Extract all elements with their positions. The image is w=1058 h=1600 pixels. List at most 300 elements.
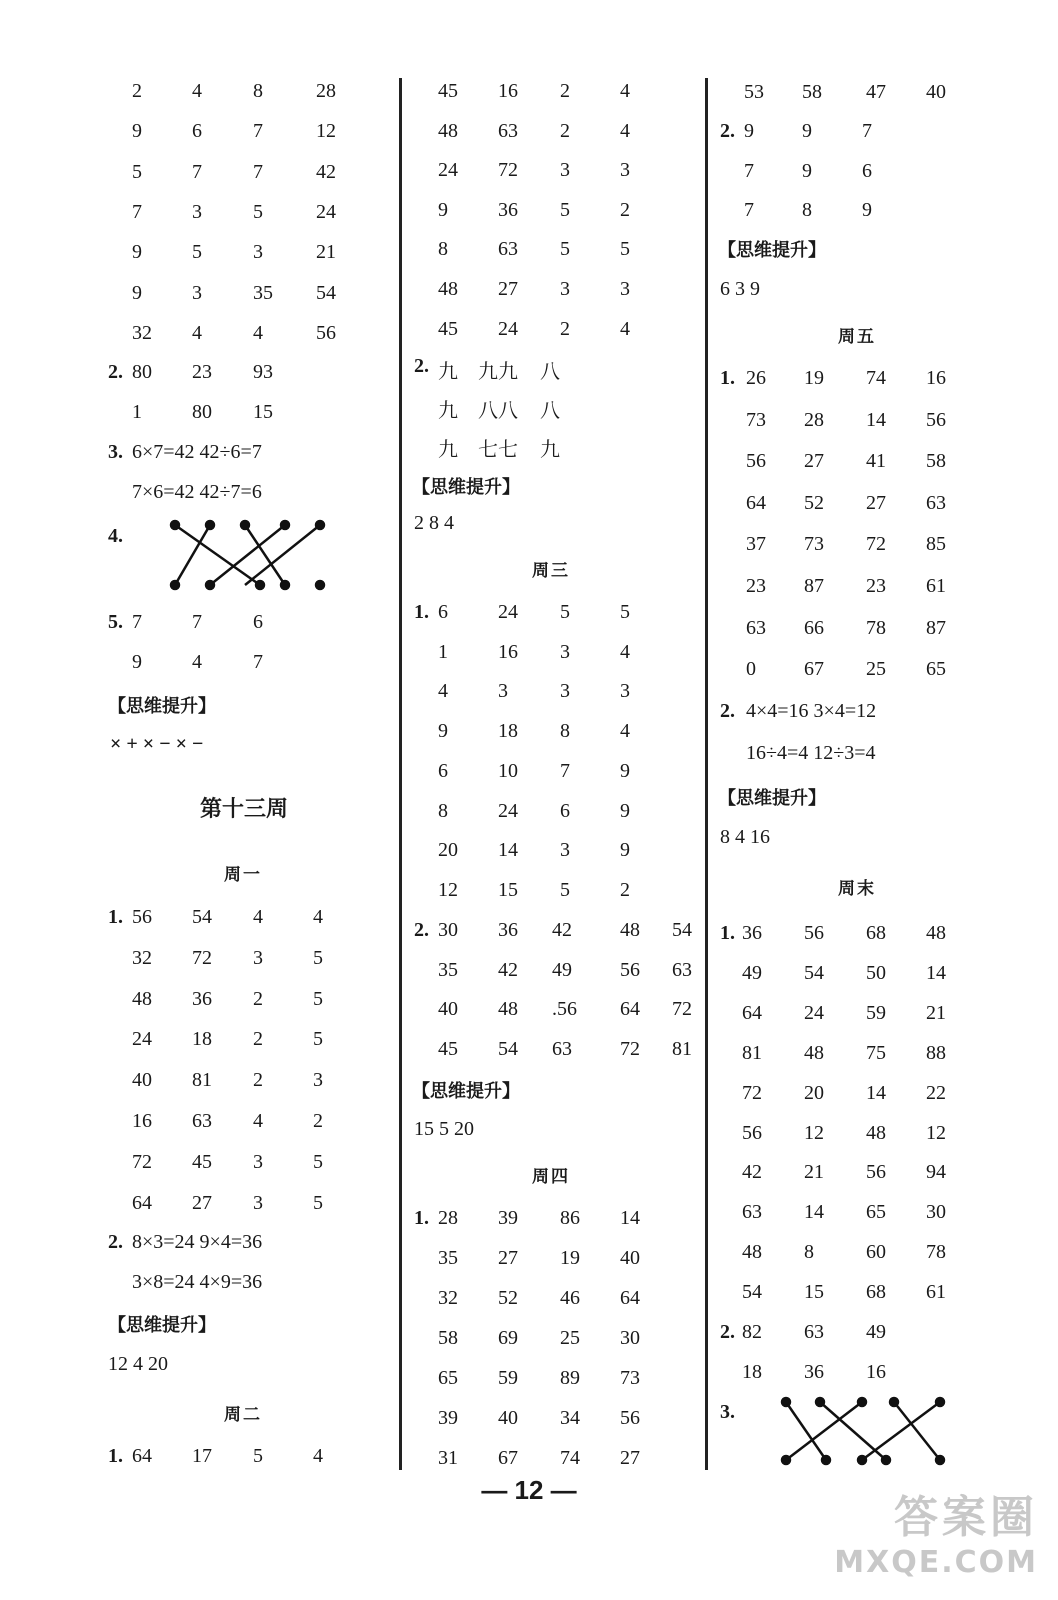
- answer-value: 28: [316, 80, 336, 102]
- column-divider-1: [399, 78, 402, 1470]
- answer-value: 27: [498, 278, 518, 300]
- answer-value: 12: [316, 120, 336, 143]
- answer-value: 1: [438, 640, 448, 663]
- answer-value: 7: [132, 611, 142, 633]
- matching-lines-diagram: [160, 515, 340, 595]
- equation-line: 16÷4=4 12÷3=4: [746, 742, 876, 764]
- question-number: 1.: [720, 922, 735, 944]
- answer-value: 3: [253, 1150, 263, 1173]
- answer-value: 5: [192, 241, 202, 264]
- answer-value: 30: [620, 1327, 640, 1349]
- answer-value: 36: [498, 919, 518, 941]
- answer-value: 56: [926, 408, 946, 431]
- answer-value: 28: [438, 1207, 458, 1229]
- answer-value: 74: [866, 367, 886, 389]
- answer-value: 64: [132, 1445, 152, 1467]
- answer-value: 35: [438, 958, 458, 981]
- answer-value: 5: [560, 601, 570, 623]
- answer-value: 40: [132, 1069, 152, 1092]
- answer-value: 48: [438, 119, 458, 142]
- answer-value: 72: [742, 1081, 762, 1104]
- answer-value: 4: [192, 80, 202, 102]
- answer-value: 9: [132, 120, 142, 143]
- answer-value: 14: [866, 408, 886, 431]
- answer-value: 3: [620, 159, 630, 182]
- answer-value: 64: [746, 491, 766, 514]
- answer-value: 5: [560, 198, 570, 221]
- answer-value: 14: [804, 1201, 824, 1224]
- answer-value: 23: [866, 575, 886, 597]
- answer-column-1: [0, 0, 398, 1480]
- answer-value: 49: [866, 1321, 886, 1343]
- answer-value: 56: [316, 321, 336, 344]
- answer-value: 2: [620, 878, 630, 901]
- answer-value: 17: [192, 1445, 212, 1467]
- answer-value: 八: [540, 400, 560, 422]
- question-number: 3.: [720, 1401, 735, 1423]
- answer-value: 7: [253, 120, 263, 143]
- answer-value: 16: [866, 1361, 886, 1383]
- answer-value: 52: [804, 491, 824, 514]
- answer-value: 63: [804, 1321, 824, 1343]
- answer-value: 45: [192, 1150, 212, 1173]
- thinking-section-label: 【思维提升】: [718, 240, 826, 261]
- answer-value: 9: [620, 799, 630, 822]
- answer-value: 19: [804, 367, 824, 389]
- answer-value: 2: [560, 80, 570, 102]
- thinking-answer: 6 3 9: [720, 278, 760, 300]
- answer-value: 9: [438, 198, 448, 221]
- answer-value: 65: [866, 1201, 886, 1224]
- answer-value: 81: [672, 1038, 692, 1061]
- answer-value: 63: [552, 1038, 572, 1061]
- answer-value: 8: [560, 720, 570, 743]
- answer-value: 52: [498, 1287, 518, 1309]
- answer-value: 54: [672, 919, 692, 941]
- answer-value: 72: [132, 1150, 152, 1173]
- answer-value: 9: [132, 651, 142, 673]
- answer-value: 72: [672, 998, 692, 1021]
- answer-value: 85: [926, 533, 946, 556]
- answer-value: 34: [560, 1407, 580, 1429]
- answer-value: 6: [862, 159, 872, 182]
- answer-value: 42: [316, 160, 336, 183]
- answer-value: 2: [253, 1069, 263, 1092]
- answer-value: 64: [620, 998, 640, 1021]
- answer-value: 40: [498, 1407, 518, 1429]
- answer-value: 3: [498, 680, 508, 703]
- answer-value: 21: [926, 1001, 946, 1024]
- answer-value: 7: [192, 160, 202, 183]
- answer-value: 28: [804, 408, 824, 431]
- answer-value: 8: [438, 238, 448, 261]
- thinking-section-label: 【思维提升】: [718, 788, 826, 809]
- answer-value: 65: [438, 1367, 458, 1389]
- watermark-text: 答案圈: [894, 1492, 1038, 1543]
- answer-value: 8: [802, 199, 812, 221]
- answer-value: 47: [866, 81, 886, 103]
- equation-line: 7×6=42 42÷7=6: [132, 481, 262, 503]
- answer-value: 4: [192, 321, 202, 344]
- answer-value: 25: [866, 658, 886, 681]
- answer-value: 7: [744, 199, 754, 221]
- answer-value: 2: [253, 987, 263, 1010]
- answer-value: 54: [742, 1281, 762, 1304]
- answer-value: 56: [620, 958, 640, 981]
- answer-value: 73: [746, 408, 766, 431]
- answer-value: 36: [742, 922, 762, 944]
- answer-value: 65: [926, 658, 946, 681]
- answer-value: 22: [926, 1081, 946, 1104]
- day-title-wednesday: 周三: [532, 561, 570, 581]
- answer-value: 53: [744, 81, 764, 103]
- answer-value: 4: [620, 317, 630, 340]
- answer-value: 3: [313, 1069, 323, 1092]
- answer-value: 5: [560, 238, 570, 261]
- answer-value: 24: [804, 1001, 824, 1024]
- answer-value: 45: [438, 1038, 458, 1061]
- answer-value: 69: [498, 1327, 518, 1349]
- answer-value: 5: [313, 1191, 323, 1214]
- answer-value: 8: [438, 799, 448, 822]
- answer-value: 80: [132, 361, 152, 383]
- answer-value: 8: [804, 1241, 814, 1264]
- answer-value: 7: [192, 611, 202, 633]
- answer-value: 8: [253, 80, 263, 102]
- answer-value: 68: [866, 922, 886, 944]
- operator-answers: × + × − × −: [110, 733, 204, 755]
- answer-value: 3: [560, 839, 570, 862]
- answer-value: 2: [253, 1028, 263, 1051]
- answer-value: 9: [620, 759, 630, 782]
- equation-line: 8×3=24 9×4=36: [132, 1231, 263, 1253]
- answer-value: 12: [438, 878, 458, 901]
- answer-value: 94: [926, 1161, 946, 1184]
- answer-value: 3: [560, 680, 570, 703]
- answer-value: 30: [438, 919, 458, 941]
- day-title-thursday: 周四: [532, 1167, 570, 1187]
- answer-value: 9: [132, 241, 142, 264]
- answer-value: 40: [926, 81, 946, 103]
- answer-value: 3: [253, 946, 263, 969]
- answer-value: 6: [438, 601, 448, 623]
- answer-value: 50: [866, 961, 886, 984]
- answer-value: 24: [498, 799, 518, 822]
- answer-value: 32: [132, 946, 152, 969]
- answer-value: 27: [192, 1191, 212, 1214]
- answer-value: 78: [866, 616, 886, 639]
- question-number: 1.: [108, 1445, 123, 1467]
- answer-value: 24: [438, 159, 458, 182]
- answer-value: 6: [560, 799, 570, 822]
- answer-value: 48: [620, 919, 640, 941]
- answer-value: 24: [498, 601, 518, 623]
- answer-value: 49: [552, 958, 572, 981]
- answer-value: 72: [192, 946, 212, 969]
- question-number: 2.: [720, 120, 735, 142]
- answer-value: 59: [866, 1001, 886, 1024]
- answer-value: 3: [560, 159, 570, 182]
- answer-value: 49: [742, 961, 762, 984]
- answer-value: 七七: [478, 439, 518, 461]
- thinking-answer: 2 8 4: [414, 512, 454, 534]
- answer-value: 4: [313, 1445, 323, 1467]
- answer-value: 72: [866, 533, 886, 556]
- answer-value: 82: [742, 1321, 762, 1343]
- answer-value: 63: [498, 119, 518, 142]
- question-number: 5.: [108, 611, 123, 633]
- day-title-tuesday: 周二: [224, 1405, 262, 1425]
- question-number: 3.: [108, 441, 123, 463]
- answer-value: 64: [742, 1001, 762, 1024]
- matching-lines-diagram: [774, 1392, 954, 1472]
- answer-value: 26: [746, 367, 766, 389]
- answer-value: 39: [438, 1407, 458, 1429]
- answer-value: 87: [926, 616, 946, 639]
- answer-value: 16: [926, 367, 946, 389]
- answer-value: 2: [560, 317, 570, 340]
- answer-value: 56: [742, 1121, 762, 1144]
- answer-value: 67: [498, 1447, 518, 1469]
- answer-value: 5: [620, 601, 630, 623]
- answer-value: 86: [560, 1207, 580, 1229]
- answer-value: 3: [620, 278, 630, 300]
- answer-value: 12: [926, 1121, 946, 1144]
- answer-value: 35: [438, 1247, 458, 1269]
- answer-value: 45: [438, 80, 458, 102]
- answer-value: 9: [862, 199, 872, 221]
- answer-column-3: [710, 0, 1058, 1480]
- answer-value: 72: [620, 1038, 640, 1061]
- answer-value: 61: [926, 1281, 946, 1304]
- thinking-section-label: 【思维提升】: [108, 1315, 216, 1336]
- answer-value: 5: [313, 1150, 323, 1173]
- answer-value: 21: [804, 1161, 824, 1184]
- answer-value: 48: [132, 987, 152, 1010]
- day-title-friday: 周五: [838, 327, 876, 347]
- answer-value: 60: [866, 1241, 886, 1264]
- answer-value: 九: [438, 400, 458, 422]
- question-number: 4.: [108, 525, 123, 547]
- answer-value: 9: [744, 120, 754, 142]
- watermark-logo: [834, 1481, 1038, 1580]
- answer-value: 20: [804, 1081, 824, 1104]
- answer-value: 4: [620, 640, 630, 663]
- thinking-section-label: 【思维提升】: [412, 1081, 520, 1102]
- watermark-url: MXQE.COM: [834, 1545, 1038, 1580]
- answer-value: 58: [438, 1327, 458, 1349]
- answer-value: 15: [804, 1281, 824, 1304]
- answer-value: 32: [438, 1287, 458, 1309]
- answer-value: 78: [926, 1241, 946, 1264]
- answer-value: 5: [313, 946, 323, 969]
- answer-value: 48: [926, 922, 946, 944]
- answer-value: 58: [802, 81, 822, 103]
- answer-value: 54: [498, 1038, 518, 1061]
- answer-value: 9: [802, 159, 812, 182]
- answer-value: 81: [192, 1069, 212, 1092]
- answer-value: 73: [620, 1367, 640, 1389]
- page-number: — 12 —: [481, 1475, 577, 1505]
- answer-value: 66: [804, 616, 824, 639]
- question-number: 2.: [414, 919, 429, 941]
- answer-value: 3: [192, 200, 202, 223]
- answer-value: 56: [746, 450, 766, 473]
- thinking-answer: 15 5 20: [414, 1118, 474, 1140]
- answer-value: 八: [540, 361, 560, 383]
- answer-column-2: [404, 0, 706, 1480]
- answer-value: 23: [746, 575, 766, 597]
- answer-value: 4: [620, 720, 630, 743]
- equation-line: 4×4=16 3×4=12: [746, 700, 877, 722]
- answer-value: 42: [498, 958, 518, 981]
- question-number: 1.: [414, 601, 429, 623]
- answer-value: 7: [132, 200, 142, 223]
- answer-value: 4: [253, 1110, 263, 1132]
- answer-value: 4: [253, 906, 263, 928]
- answer-value: 36: [498, 198, 518, 221]
- answer-value: 73: [804, 533, 824, 556]
- answer-value: 87: [804, 575, 824, 597]
- answer-value: 2: [313, 1110, 323, 1132]
- answer-value: 89: [560, 1367, 580, 1389]
- answer-value: 48: [438, 278, 458, 300]
- answer-value: 88: [926, 1041, 946, 1064]
- answer-value: 68: [866, 1281, 886, 1304]
- answer-value: 16: [498, 640, 518, 663]
- answer-value: 4: [192, 651, 202, 673]
- answer-value: 56: [132, 906, 152, 928]
- answer-value: 14: [926, 961, 946, 984]
- equation-line: 3×8=24 4×9=36: [132, 1271, 263, 1293]
- question-number: 2.: [414, 355, 429, 377]
- answer-value: 4: [313, 906, 323, 928]
- answer-value: 61: [926, 575, 946, 597]
- answer-value: 4: [620, 80, 630, 102]
- answer-value: 93: [253, 361, 273, 383]
- answer-value: 3: [253, 1191, 263, 1214]
- answer-value: 14: [498, 839, 518, 862]
- answer-value: 27: [804, 450, 824, 473]
- answer-value: 7: [560, 759, 570, 782]
- answer-value: 5: [132, 160, 142, 183]
- thinking-answer: 12 4 20: [108, 1353, 168, 1375]
- week-title: 第十三周: [200, 796, 289, 822]
- answer-value: 9: [438, 720, 448, 743]
- answer-value: 63: [498, 238, 518, 261]
- answer-value: 64: [132, 1191, 152, 1214]
- answer-value: 63: [672, 958, 692, 981]
- answer-value: 41: [866, 450, 886, 473]
- answer-value: 16: [498, 80, 518, 102]
- answer-value: 5: [560, 878, 570, 901]
- answer-value: 63: [926, 491, 946, 514]
- answer-value: 14: [866, 1081, 886, 1104]
- answer-value: 7: [253, 160, 263, 183]
- answer-value: 16: [132, 1110, 152, 1132]
- answer-value: 14: [620, 1207, 640, 1229]
- answer-value: 67: [804, 658, 824, 681]
- answer-value: 10: [498, 759, 518, 782]
- thinking-section-label: 【思维提升】: [412, 477, 520, 498]
- question-number: 2.: [720, 1321, 735, 1343]
- answer-value: 6: [253, 611, 263, 633]
- answer-value: 63: [742, 1201, 762, 1224]
- answer-value: 3: [560, 640, 570, 663]
- answer-value: 九: [438, 439, 458, 461]
- answer-value: 56: [804, 922, 824, 944]
- answer-value: 27: [620, 1447, 640, 1469]
- answer-value: 3: [253, 241, 263, 264]
- answer-value: .56: [552, 998, 577, 1021]
- answer-value: 2: [132, 80, 142, 102]
- answer-value: 48: [742, 1241, 762, 1264]
- answer-value: 12: [804, 1121, 824, 1144]
- answer-value: 6: [192, 120, 202, 143]
- answer-value: 42: [742, 1161, 762, 1184]
- answer-value: 56: [620, 1407, 640, 1429]
- answer-value: 4: [253, 321, 263, 344]
- answer-value: 39: [498, 1207, 518, 1229]
- answer-value: 0: [746, 658, 756, 681]
- answer-value: 25: [560, 1327, 580, 1349]
- question-number: 1.: [108, 906, 123, 928]
- answer-value: 3: [192, 281, 202, 304]
- answer-value: 4: [620, 119, 630, 142]
- answer-value: 63: [192, 1110, 212, 1132]
- answer-value: 2: [560, 119, 570, 142]
- answer-value: 54: [192, 906, 212, 928]
- answer-value: 35: [253, 281, 273, 304]
- answer-value: 八八: [478, 400, 518, 422]
- answer-value: 5: [313, 987, 323, 1010]
- answer-value: 30: [926, 1201, 946, 1224]
- answer-value: 32: [132, 321, 152, 344]
- answer-value: 15: [253, 401, 273, 423]
- answer-value: 40: [438, 998, 458, 1021]
- answer-value: 9: [620, 839, 630, 862]
- question-number: 2.: [108, 1231, 123, 1253]
- answer-value: 5: [253, 200, 263, 223]
- answer-value: 81: [742, 1041, 762, 1064]
- answer-value: 九九: [478, 361, 518, 383]
- answer-value: 6: [438, 759, 448, 782]
- answer-value: 5: [313, 1028, 323, 1051]
- answer-value: 九: [540, 439, 560, 461]
- thinking-section-label: 【思维提升】: [108, 696, 216, 717]
- answer-value: 7: [744, 159, 754, 182]
- answer-value: 24: [498, 317, 518, 340]
- answer-value: 3: [620, 680, 630, 703]
- answer-value: 42: [552, 919, 572, 941]
- answer-value: 54: [316, 281, 336, 304]
- answer-value: 15: [498, 878, 518, 901]
- answer-value: 37: [746, 533, 766, 556]
- question-number: 2.: [720, 700, 735, 722]
- answer-value: 36: [804, 1361, 824, 1383]
- question-number: 2.: [108, 361, 123, 383]
- answer-value: 24: [316, 200, 336, 223]
- answer-value: 7: [253, 651, 263, 673]
- equation-line: 6×7=42 42÷6=7: [132, 441, 262, 463]
- answer-value: 18: [742, 1361, 762, 1383]
- answer-value: 27: [498, 1247, 518, 1269]
- answer-value: 1: [132, 401, 142, 423]
- answer-value: 48: [498, 998, 518, 1021]
- answer-value: 54: [804, 961, 824, 984]
- answer-value: 40: [620, 1247, 640, 1269]
- answer-value: 56: [866, 1161, 886, 1184]
